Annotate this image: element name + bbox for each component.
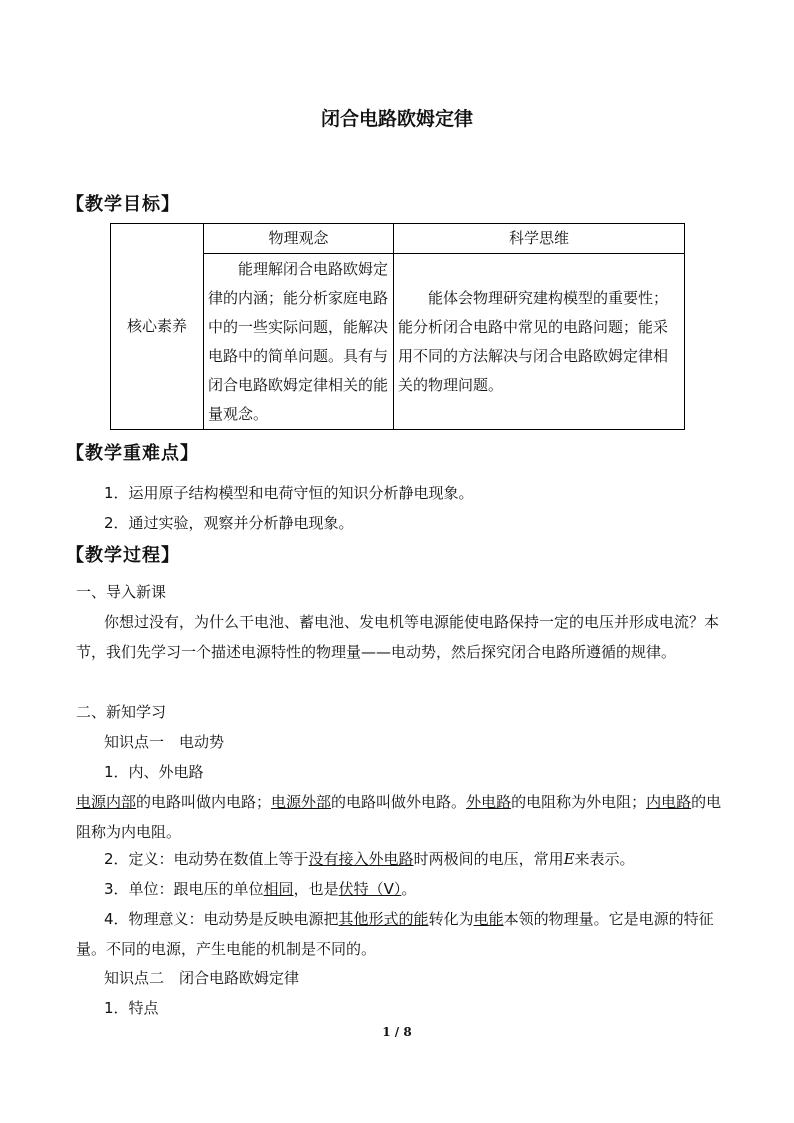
term-external-circuit: 外电路 (466, 793, 512, 811)
paragraph-circuit-definitions: 电源内部的电路叫做内电路；电源外部的电路叫做外电路。外电路的电阻称为外电阻；内电路的电阻称为内电阻。 (76, 793, 722, 841)
column-header-scientific-thinking: 科学思维 (394, 224, 685, 254)
heading-goals: 【教学目标】 (66, 194, 180, 215)
cell-physics-concept: 能理解闭合电路欧姆定律的内涵；能分析家庭电路中的一些实际问题，能解决电路中的简单问题。具有与闭合电路欧姆定律相关的能量观念。 (204, 254, 394, 430)
term-other-energy: 其他形式的能 (338, 910, 429, 928)
section-intro-title: 一、导入新课 (76, 583, 167, 601)
page-number: 1 / 8 (382, 1025, 412, 1039)
symbol-e: E (563, 850, 575, 868)
term-outside-source: 电源外部 (271, 793, 332, 811)
knowledge-point-1-title: 知识点一 电动势 (104, 733, 225, 751)
item-definition: 2．定义：电动势在数值上等于没有接入外电路时两极间的电压，常用E来表示。 (104, 850, 635, 868)
key-point-item: 2．通过实验，观察并分析静电现象。 (104, 514, 354, 532)
goals-table (110, 223, 685, 430)
page-title: 闭合电路欧姆定律 (320, 108, 473, 130)
item-unit: 3．单位：跟电压的单位相同，也是伏特（V）。 (104, 880, 417, 898)
term-inside-source: 电源内部 (76, 793, 137, 811)
column-header-physics-concept: 物理观念 (204, 224, 394, 254)
row-label-core-literacy: 核心素养 (111, 224, 204, 430)
term-electric-energy: 电能 (473, 910, 504, 928)
section-new-knowledge-title: 二、新知学习 (76, 703, 167, 721)
cell-scientific-thinking: 能体会物理研究建构模型的重要性；能分析闭合电路中常见的电路问题；能采用不同的方法解决与闭合电路欧姆定律相关的物理问题。 (394, 254, 685, 430)
heading-key-points: 【教学重难点】 (66, 443, 199, 464)
term-volt: 伏特（V） (338, 880, 402, 898)
knowledge-point-2-title: 知识点二 闭合电路欧姆定律 (104, 969, 300, 987)
term-same: 相同 (263, 880, 294, 898)
item-internal-external-circuit: 1．内、外电路 (104, 763, 204, 781)
item-physical-meaning: 4．物理意义：电动势是反映电源把其他形式的能转化为电能本领的物理量。它是电源的特征量。不同的电源，产生电能的机制是不同的。 (76, 910, 714, 958)
heading-process: 【教学过程】 (66, 545, 180, 566)
intro-paragraph: 你想过没有，为什么干电池、蓄电池、发电机等电源能使电路保持一定的电压并形成电流？本节，我们先学习一个描述电源特性的物理量——电动势，然后探究闭合电路所遵循的规律。 (76, 613, 720, 661)
term-no-external-circuit: 没有接入外电路 (308, 850, 414, 868)
key-point-item: 1．运用原子结构模型和电荷守恒的知识分析静电现象。 (104, 484, 474, 502)
term-internal-circuit: 内电路 (646, 793, 692, 811)
item-characteristics: 1．特点 (104, 999, 159, 1017)
